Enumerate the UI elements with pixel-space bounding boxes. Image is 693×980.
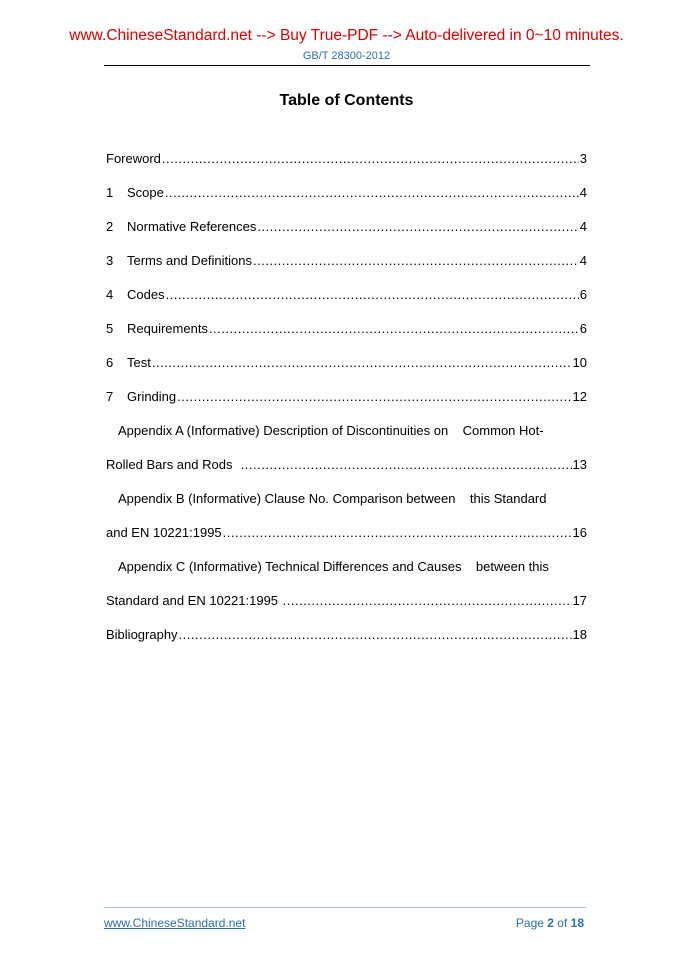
toc-entry-appendix-b[interactable]: [106, 490, 587, 558]
toc-leader-dots: [152, 354, 572, 372]
page-prefix: Page: [515, 916, 548, 930]
toc-entry-page: 13: [572, 457, 587, 472]
toc-leader-dots: [209, 320, 579, 338]
footer-website-link[interactable]: www.ChineseStandard.net: [104, 916, 246, 930]
toc-entry-page: 10: [572, 355, 587, 370]
toc-entry-bibliography[interactable]: [106, 626, 587, 660]
toc-leader-dots: [223, 524, 572, 542]
toc-entry-terms-definitions[interactable]: [106, 252, 587, 286]
promo-banner[interactable]: www.ChineseStandard.net --> Buy True-PDF --> Auto-delivered in 0~10 minutes.: [69, 27, 624, 44]
toc-entry-label: Test: [127, 355, 151, 370]
page-of: of: [553, 916, 571, 930]
toc-entry-page: 4: [579, 219, 587, 234]
toc-entry-page: 4: [579, 185, 587, 200]
toc-entry-page: 4: [579, 253, 587, 268]
toc-entry-page: 16: [572, 525, 587, 540]
toc-entry-number: 1: [106, 185, 114, 200]
toc-entry-label: Foreword: [106, 151, 161, 166]
toc-entry-label: Normative References: [127, 219, 257, 234]
toc-entry-label: Terms and Definitions: [127, 253, 252, 268]
page-total: 18: [570, 916, 584, 930]
toc-leader-dots: [253, 252, 579, 270]
table-of-contents: [106, 150, 587, 660]
toc-entry-label: Codes: [127, 287, 165, 302]
toc-entry-label-continued: Rolled Bars and Rods: [106, 457, 240, 472]
toc-entry-page: 6: [579, 287, 587, 302]
toc-entry-codes[interactable]: [106, 286, 587, 320]
toc-entry-number: 5: [106, 321, 114, 336]
footer-divider: [104, 907, 586, 908]
toc-entry-page: 6: [579, 321, 587, 336]
toc-entry-page: 12: [572, 389, 587, 404]
toc-entry-number: 7: [106, 389, 114, 404]
toc-title: Table of Contents: [279, 92, 414, 109]
header-divider: [104, 65, 590, 66]
toc-entry-test[interactable]: [106, 354, 587, 388]
toc-leader-dots: [241, 456, 572, 474]
toc-leader-dots: [162, 150, 579, 168]
footer-page-number: [516, 916, 584, 930]
standard-code: GB/T 28300-2012: [302, 50, 391, 62]
toc-entry-page: 3: [579, 151, 587, 166]
toc-entry-scope[interactable]: [106, 184, 587, 218]
toc-entry-requirements[interactable]: [106, 320, 587, 354]
toc-leader-dots: [165, 184, 579, 202]
toc-entry-grinding[interactable]: [106, 388, 587, 422]
toc-entry-label: Appendix B (Informative) Clause No. Comparison between this Standard: [118, 491, 547, 506]
toc-entry-foreword[interactable]: [106, 150, 587, 184]
toc-leader-dots: [257, 218, 578, 236]
toc-entry-appendix-a[interactable]: [106, 422, 587, 490]
toc-entry-label: Appendix C (Informative) Technical Differences and Causes between this: [118, 559, 549, 574]
toc-entry-number: 6: [106, 355, 114, 370]
toc-entry-label: Scope: [127, 185, 164, 200]
toc-entry-number: 4: [106, 287, 114, 302]
toc-leader-dots: [177, 388, 571, 406]
toc-entry-label-continued: and EN 10221:1995: [106, 525, 222, 540]
toc-entry-label: Requirements: [127, 321, 208, 336]
toc-entry-label-continued: Standard and EN 10221:1995: [106, 593, 282, 608]
page-current: 2: [547, 916, 554, 930]
toc-entry-label: Bibliography: [106, 627, 178, 642]
toc-entry-page: 17: [572, 593, 587, 608]
toc-entry-label: Grinding: [127, 389, 177, 404]
toc-entry-normative-references[interactable]: [106, 218, 587, 252]
toc-entry-appendix-c[interactable]: [106, 558, 587, 626]
toc-leader-dots: [166, 286, 579, 304]
toc-entry-label: Appendix A (Informative) Description of Discontinuities on Common Hot-: [118, 423, 544, 438]
toc-entry-number: 2: [106, 219, 114, 234]
toc-entry-number: 3: [106, 253, 114, 268]
toc-leader-dots: [179, 626, 572, 644]
toc-leader-dots: [283, 592, 572, 610]
toc-entry-page: 18: [572, 627, 587, 642]
